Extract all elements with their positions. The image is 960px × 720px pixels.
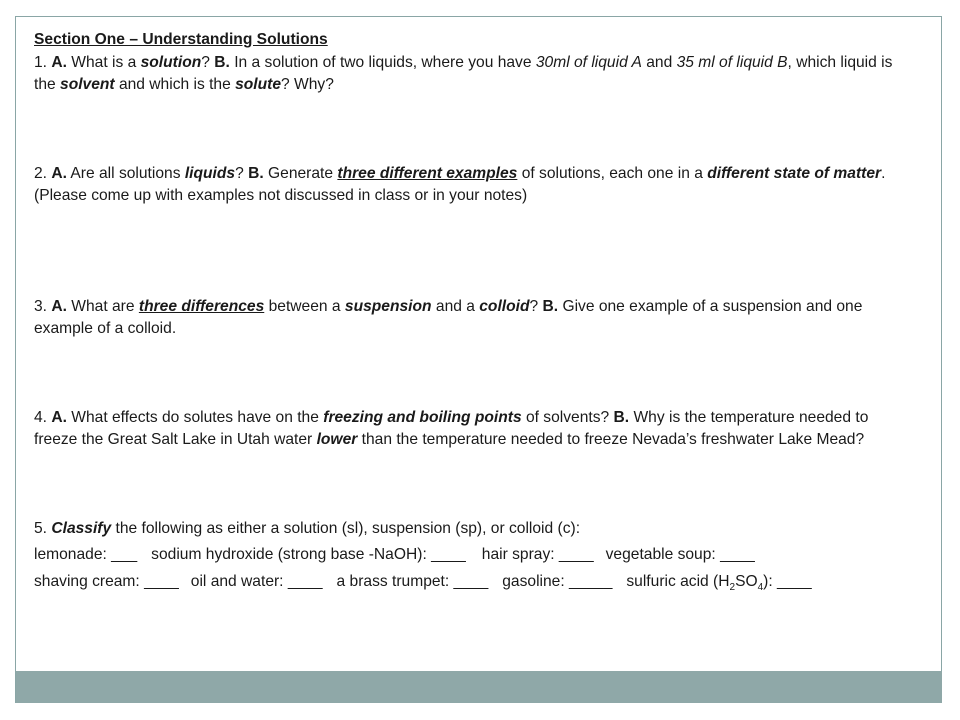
q3-part-b-label: B. (542, 297, 559, 315)
q5-text: the following as either a solution (sl), suspension (sp), or colloid (c): (111, 519, 581, 537)
q2-a-text-2: ? (235, 164, 249, 182)
q2-b-emphasis-2: different state of matter (707, 164, 882, 182)
q5-item-brass-trumpet: a brass trumpet: ____ (336, 572, 489, 590)
q1-a-text-2: ? (201, 53, 215, 71)
q1-b-text-5: ? Why? (281, 76, 334, 93)
q3-a-emphasis-2: suspension (344, 297, 432, 315)
q4-a-emphasis: freezing and boiling points (323, 408, 522, 426)
q2-part-a-label: A. (51, 164, 67, 182)
q1-b-emphasis-3: solvent (60, 76, 115, 93)
q1-a-emphasis: solution (140, 53, 202, 71)
q2-b-emphasis-1: three different examples (337, 164, 518, 182)
q2-b-text-1: Generate (263, 164, 338, 182)
q1-b-text-4: and which is the (114, 76, 236, 93)
q4-a-text-1: What effects do solutes have on the (66, 408, 324, 426)
q3-b-text-1: Give one example of a suspension and one example of a colloid. (34, 297, 863, 337)
q3-a-emphasis-3: colloid (479, 297, 530, 315)
acid-sub-1: 2 (729, 581, 736, 593)
q5-item-sulfuric-acid (626, 572, 812, 593)
q3-a-emphasis-1: three differences (138, 297, 265, 315)
worksheet-content (34, 29, 914, 593)
q1-b-text-1: In a solution of two liquids, where you have (229, 53, 536, 71)
q1-b-emphasis-1: 30ml of liquid A (535, 53, 642, 71)
q5-item-gasoline: gasoline: _____ (502, 572, 613, 590)
q2-b-text-2: of solutions, each one in a (517, 164, 708, 182)
q3-number: 3. (34, 297, 52, 315)
q5-items-row-1 (34, 544, 914, 567)
q5-number: 5. (34, 519, 52, 537)
q2-part-b-label: B. (248, 164, 264, 182)
q5-emphasis: Classify (51, 519, 112, 537)
q5-item-oil-and-water: oil and water: ____ (190, 572, 323, 590)
question-5 (34, 518, 914, 541)
q3-part-a-label: A. (51, 297, 67, 315)
q5-item-hair-spray: hair spray: ____ (481, 546, 594, 563)
q1-b-emphasis-4: solute (235, 76, 282, 93)
q4-b-emphasis: lower (316, 431, 358, 448)
question-1 (34, 52, 914, 97)
question-2 (34, 163, 914, 208)
q3-a-text-2: between a (264, 297, 345, 315)
q5-item-shaving-cream: shaving cream: ____ (34, 572, 179, 590)
q5-item-lemonade: lemonade: ___ (34, 546, 138, 563)
q1-b-emphasis-2: 35 ml of liquid B (676, 53, 788, 71)
q3-a-text-4: ? (529, 297, 543, 315)
q5-item-vegetable-soup: vegetable soup: ____ (605, 546, 755, 563)
q4-part-a-label: A. (51, 408, 67, 426)
q1-number: 1. (34, 53, 52, 71)
q4-a-text-2: of solvents? (521, 408, 614, 426)
q2-a-emphasis: liquids (184, 164, 236, 182)
q3-a-text-1: What are (66, 297, 139, 315)
q2-number: 2. (34, 164, 52, 182)
footer-band (16, 671, 942, 703)
q4-b-text-1: Why is the temperature needed to freeze the Great Salt Lake in Utah water (34, 408, 869, 448)
question-3 (34, 296, 914, 341)
acid-mid: SO (735, 572, 758, 590)
acid-prefix: sulfuric acid (H (626, 572, 730, 590)
q2-a-text-1: Are all solutions (66, 164, 185, 182)
q4-number: 4. (34, 408, 52, 426)
q1-a-text-1: What is a (66, 53, 141, 71)
section-title: Section One – Understanding Solutions (34, 31, 328, 48)
q4-part-b-label: B. (613, 408, 630, 426)
q3-a-text-3: and a (431, 297, 480, 315)
q4-b-text-2: than the temperature needed to freeze Nevada’s freshwater Lake Mead? (357, 431, 865, 448)
q1-b-text-2: and (641, 53, 677, 71)
q5-items-row-2 (34, 571, 914, 594)
q5-item-sodium-hydroxide: sodium hydroxide (strong base -NaOH): ____ (151, 546, 466, 563)
question-4 (34, 407, 914, 452)
acid-suffix: ): ____ (763, 572, 812, 590)
q2-b-text-3: . (Please come up with examples not discussed in class or in your notes) (34, 164, 886, 204)
q1-b-text-3: , which liquid is the (34, 53, 893, 93)
q1-part-a-label: A. (51, 53, 67, 71)
q1-part-b-label: B. (214, 53, 230, 71)
acid-sub-2: 4 (757, 581, 764, 593)
